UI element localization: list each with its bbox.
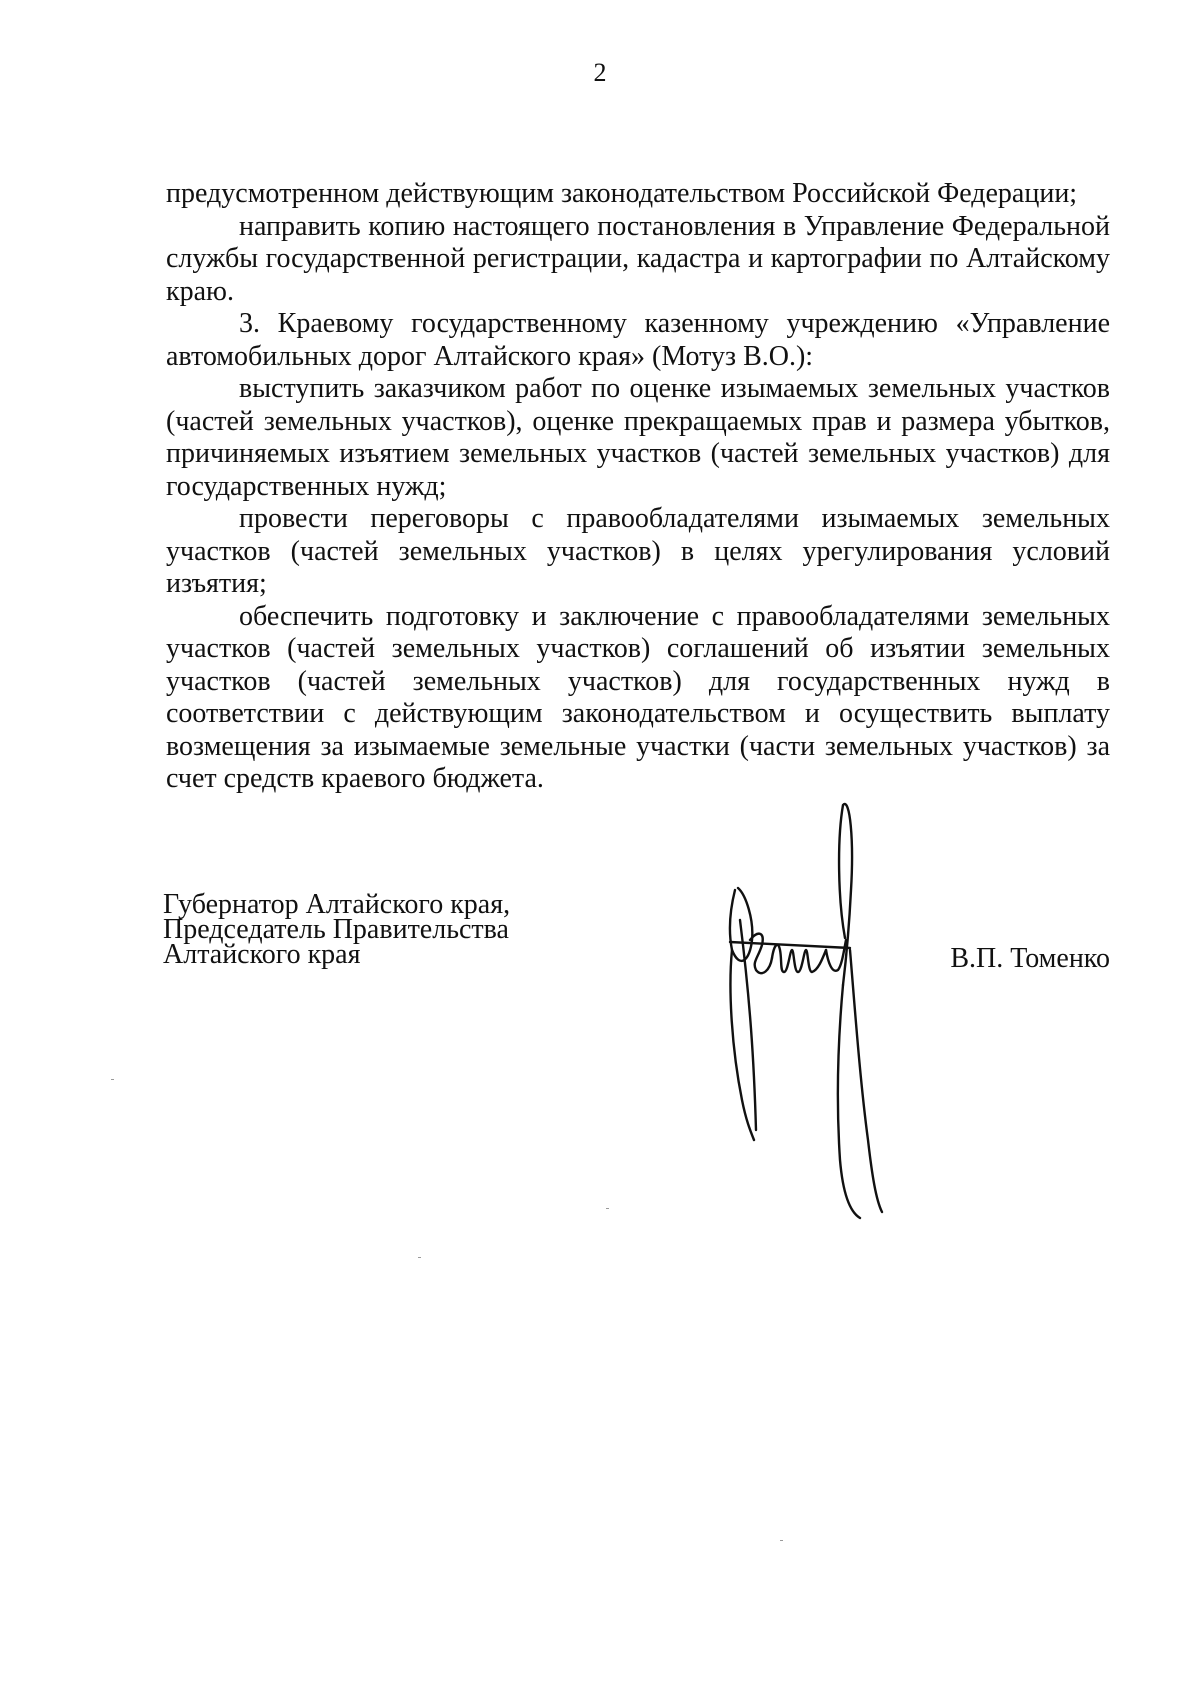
scan-speck	[111, 1079, 114, 1080]
position-line: Губернатор Алтайского края,	[163, 889, 511, 920]
signatory-position	[163, 889, 563, 970]
paragraph-send-copy: направить копию настоящего постановления в Управление Федеральной службы государственной регистрации, кадастра и картографии по Алтайскому краю.	[166, 210, 1110, 307]
scan-speck	[606, 1208, 609, 1209]
document-body	[166, 178, 1110, 796]
scan-speck	[780, 1540, 783, 1541]
paragraph-negotiations: провести переговоры с правообладателями изымаемых земельных участков (частей земельных участков) в целях урегулирования условий изъятия;	[166, 503, 1110, 599]
signer-name: В.П. Томенко	[950, 943, 1110, 974]
scan-speck	[418, 1257, 421, 1258]
paragraph-customer-role: выступить заказчиком работ по оценке изымаемых земельных участков (частей земельных участков), оценке прекращаемых прав и размера убытков, причиняемых изъятием земельных участков (частей земельных участков) для государственных нужд;	[166, 373, 1110, 502]
handwritten-signature	[710, 800, 910, 1220]
paragraph-continuation: предусмотренном действующим законодательством Российской Федерации;	[166, 178, 1078, 209]
position-line: Алтайского края	[163, 939, 361, 970]
paragraph-item-3: 3. Краевому государственному казенному учреждению «Управление автомобильных дорог Алтайского края» (Мотуз В.О.):	[166, 308, 1110, 372]
paragraph-agreements: обеспечить подготовку и заключение с правообладателями земельных участков (частей земельных участков) соглашений об изъятии земельных участков (частей земельных участков) для государственных нужд в соответствии с действующим законодательством и осуществить выплату возмещения за изымаемые земельные участки (части земельных участков) за счет средств краевого бюджета.	[166, 600, 1110, 794]
position-line: Председатель Правительства	[163, 914, 509, 945]
page-number: 2	[593, 58, 607, 87]
